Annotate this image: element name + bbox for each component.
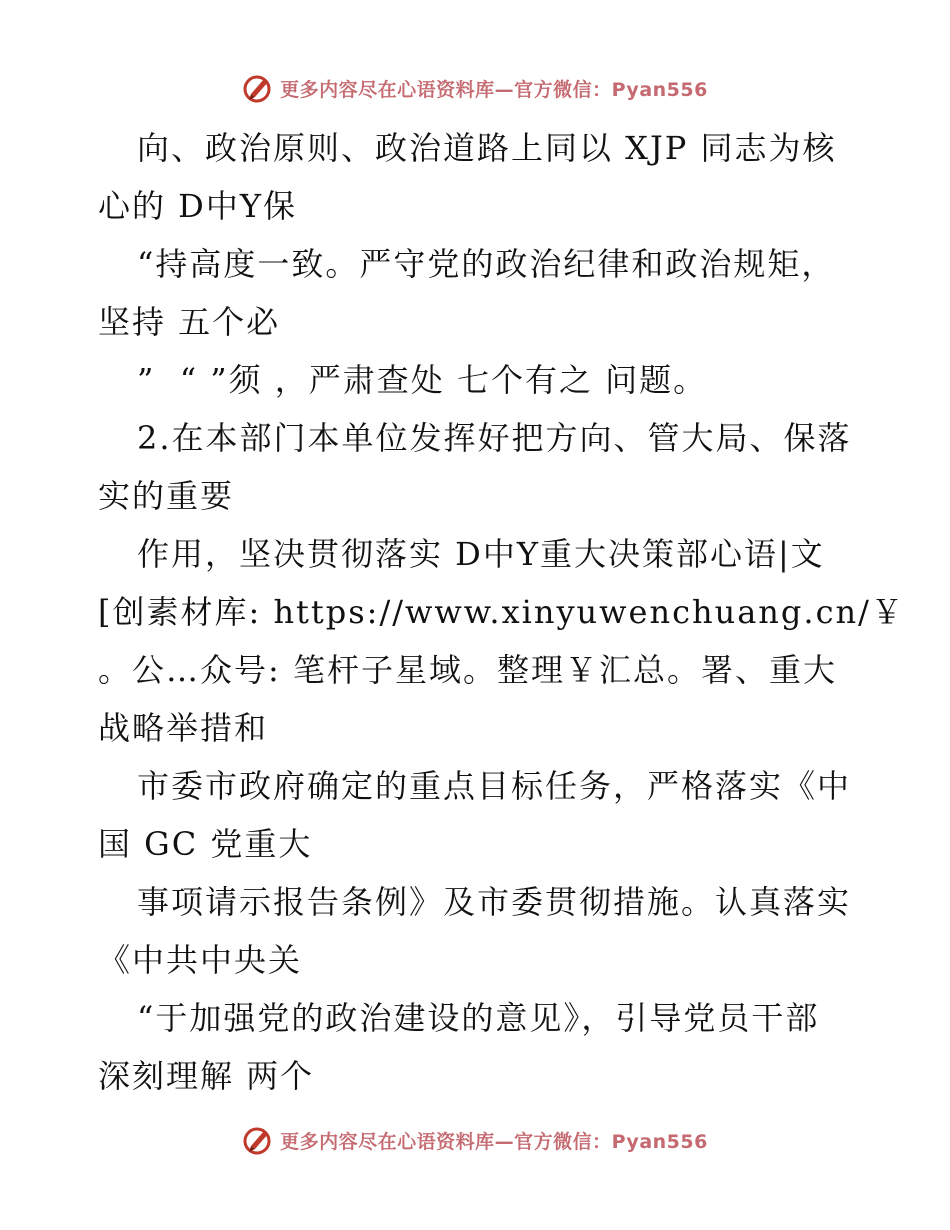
- text-line: 2.在本部门本单位发挥好把方向、管大局、保落: [137, 419, 852, 457]
- text-line: 实的重要: [98, 477, 235, 515]
- text-line: 国 GC 党重大: [98, 825, 313, 863]
- footer-banner: [0, 1120, 950, 1160]
- text-line: 市委市政府确定的重点目标任务，严格落实《中: [137, 767, 852, 805]
- text-line: 心的 D中Y保: [98, 187, 297, 225]
- text-line: [创素材库: https://www.xinyuwenchuang.cn/￥: [98, 593, 905, 631]
- text-line: “于加强党的政治建设的意见》，引导党员干部: [137, 999, 820, 1037]
- header-banner-text: 更多内容尽在心语资料库—官方微信：Pyan556: [280, 78, 708, 101]
- text-line: “持高度一致。严守党的政治纪律和政治规矩，: [137, 245, 836, 283]
- text-line: 。公…众号: 笔杆子星域。整理￥汇总。署、重大: [98, 651, 837, 689]
- text-line: ” “ ”须 ，严肃查处 七个有之 问题。: [137, 361, 708, 399]
- text-line: 深刻理解 两个: [98, 1057, 315, 1095]
- text-line: 《中共中央关: [98, 941, 303, 979]
- text-line: 向、政治原则、政治道路上同以 XJP 同志为核: [137, 129, 837, 167]
- pen-logo-icon: [242, 1124, 274, 1156]
- text-line: 作用，坚决贯彻落实 D中Y重大决策部心语|文: [137, 535, 825, 573]
- text-line: 事项请示报告条例》及市委贯彻措施。认真落实: [137, 883, 852, 921]
- footer-banner-text: 更多内容尽在心语资料库—官方微信：Pyan556: [280, 1130, 708, 1153]
- text-line: 坚持 五个必: [98, 303, 281, 341]
- text-line: 战略举措和: [98, 709, 269, 747]
